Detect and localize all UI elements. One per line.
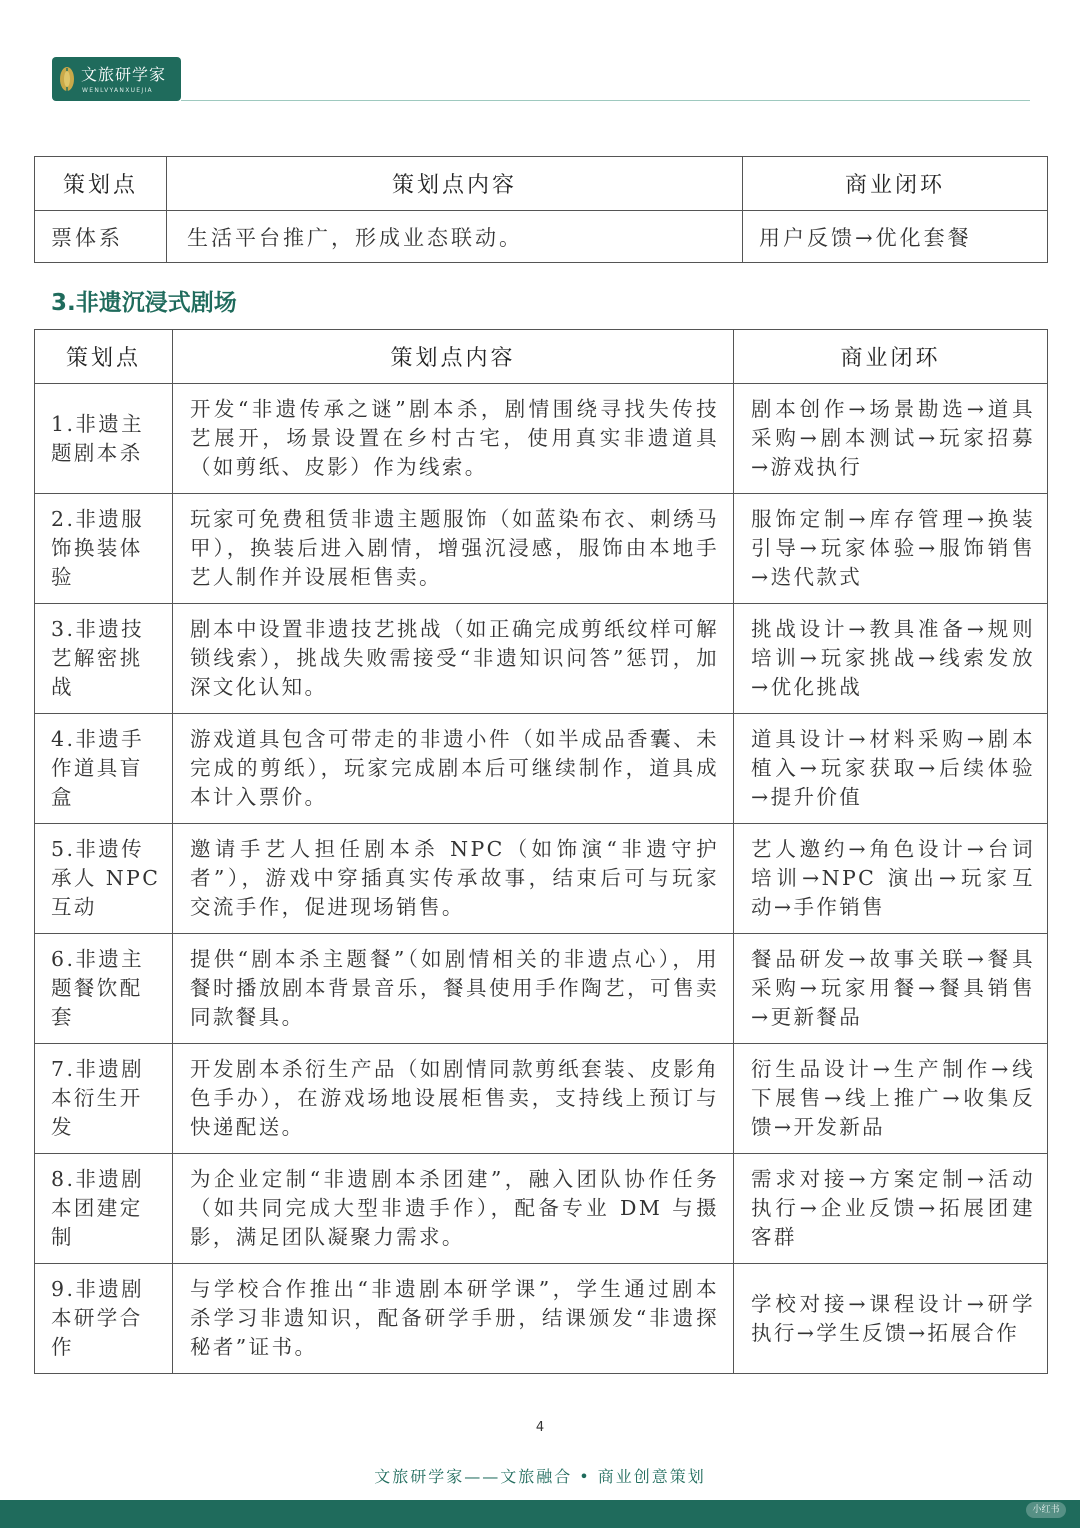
header-content: 策划点内容 — [167, 157, 743, 211]
cell-point: 2.非遗服饰换装体验 — [35, 494, 173, 604]
main-table — [34, 329, 1048, 1374]
cell-content: 游戏道具包含可带走的非遗小件（如半成品香囊、未完成的剪纸），玩家完成剧本后可继续制作，道具成本计入票价。 — [173, 714, 734, 824]
cell-content: 玩家可免费租赁非遗主题服饰（如蓝染布衣、刺绣马甲），换装后进入剧情，增强沉浸感，服饰由本地手艺人制作并设展柜售卖。 — [173, 494, 734, 604]
cell-loop: 餐品研发→故事关联→餐具采购→玩家用餐→餐具销售→更新餐品 — [734, 934, 1048, 1044]
cell-loop: 艺人邀约→角色设计→台词培训→NPC 演出→玩家互动→手作销售 — [734, 824, 1048, 934]
cell-content: 生活平台推广，形成业态联动。 — [167, 211, 743, 263]
cell-content: 开发“非遗传承之谜”剧本杀，剧情围绕寻找失传技艺展开，场景设置在乡村古宅，使用真实非遗道具（如剪纸、皮影）作为线索。 — [173, 384, 734, 494]
header-content: 策划点内容 — [173, 330, 734, 384]
watermark-badge: 小红书 — [1026, 1502, 1066, 1518]
cell-content: 为企业定制“非遗剧本杀团建”，融入团队协作任务（如共同完成大型非遗手作），配备专业 DM 与摄影，满足团队凝聚力需求。 — [173, 1154, 734, 1264]
header-divider — [181, 100, 1030, 101]
top-table — [34, 156, 1048, 263]
table-row — [35, 494, 1048, 604]
table-header-row — [35, 157, 1048, 211]
footer-bar — [0, 1500, 1080, 1528]
table-row — [35, 1044, 1048, 1154]
logo-subtitle: WENLVYANXUEJIA — [82, 87, 153, 94]
cell-content: 提供“剧本杀主题餐”（如剧情相关的非遗点心），用餐时播放剧本背景音乐，餐具使用手作陶艺，可售卖同款餐具。 — [173, 934, 734, 1044]
table-row — [35, 1264, 1048, 1374]
table-row — [35, 211, 1048, 263]
header-loop: 商业闭环 — [734, 330, 1048, 384]
table-header-row — [35, 330, 1048, 384]
cell-loop: 学校对接→课程设计→研学执行→学生反馈→拓展合作 — [734, 1264, 1048, 1374]
table-row — [35, 934, 1048, 1044]
cell-loop: 需求对接→方案定制→活动执行→企业反馈→拓展团建客群 — [734, 1154, 1048, 1264]
cell-point: 7.非遗剧本衍生开发 — [35, 1044, 173, 1154]
cell-content: 开发剧本杀衍生产品（如剧情同款剪纸套装、皮影角色手办），在游戏场地设展柜售卖，支持线上预订与快递配送。 — [173, 1044, 734, 1154]
table-row — [35, 1154, 1048, 1264]
brand-logo — [52, 57, 181, 101]
cell-point: 8.非遗剧本团建定制 — [35, 1154, 173, 1264]
cell-point: 3.非遗技艺解密挑战 — [35, 604, 173, 714]
cell-point: 5.非遗传承人 NPC 互动 — [35, 824, 173, 934]
footer-text: 文旅研学家——文旅融合 • 商业创意策划 — [374, 1467, 706, 1486]
cell-loop: 道具设计→材料采购→剧本植入→玩家获取→后续体验→提升价值 — [734, 714, 1048, 824]
header-point: 策划点 — [35, 157, 167, 211]
section-title: 3.非遗沉浸式剧场 — [51, 290, 237, 316]
table-row — [35, 714, 1048, 824]
cell-point: 4.非遗手作道具盲盒 — [35, 714, 173, 824]
table-row — [35, 384, 1048, 494]
cell-point: 9.非遗剧本研学合作 — [35, 1264, 173, 1374]
cell-loop: 剧本创作→场景勘选→道具采购→剧本测试→玩家招募→游戏执行 — [734, 384, 1048, 494]
cell-loop: 服饰定制→库存管理→换装引导→玩家体验→服饰销售→迭代款式 — [734, 494, 1048, 604]
table-row — [35, 824, 1048, 934]
cell-loop: 用户反馈→优化套餐 — [743, 211, 1048, 263]
cell-point: 1.非遗主题剧本杀 — [35, 384, 173, 494]
page-number: 4 — [535, 1420, 545, 1435]
header-loop: 商业闭环 — [743, 157, 1048, 211]
cell-content: 邀请手艺人担任剧本杀 NPC（如饰演“非遗守护者”），游戏中穿插真实传承故事，结束后可与玩家交流手作，促进现场销售。 — [173, 824, 734, 934]
cell-point: 票体系 — [35, 211, 167, 263]
cell-point: 6.非遗主题餐饮配套 — [35, 934, 173, 1044]
cell-loop: 挑战设计→教具准备→规则培训→玩家挑战→线索发放→优化挑战 — [734, 604, 1048, 714]
logo-name: 文旅研学家 — [81, 65, 167, 84]
table-row — [35, 604, 1048, 714]
header-point: 策划点 — [35, 330, 173, 384]
cell-content: 剧本中设置非遗技艺挑战（如正确完成剪纸纹样可解锁线索），挑战失败需接受“非遗知识问答”惩罚，加深文化认知。 — [173, 604, 734, 714]
cell-content: 与学校合作推出“非遗剧本研学课”，学生通过剧本杀学习非遗知识，配备研学手册，结课颁发“非遗探秘者”证书。 — [173, 1264, 734, 1374]
cell-loop: 衍生品设计→生产制作→线下展售→线上推广→收集反馈→开发新品 — [734, 1044, 1048, 1154]
leaf-icon — [58, 65, 76, 93]
